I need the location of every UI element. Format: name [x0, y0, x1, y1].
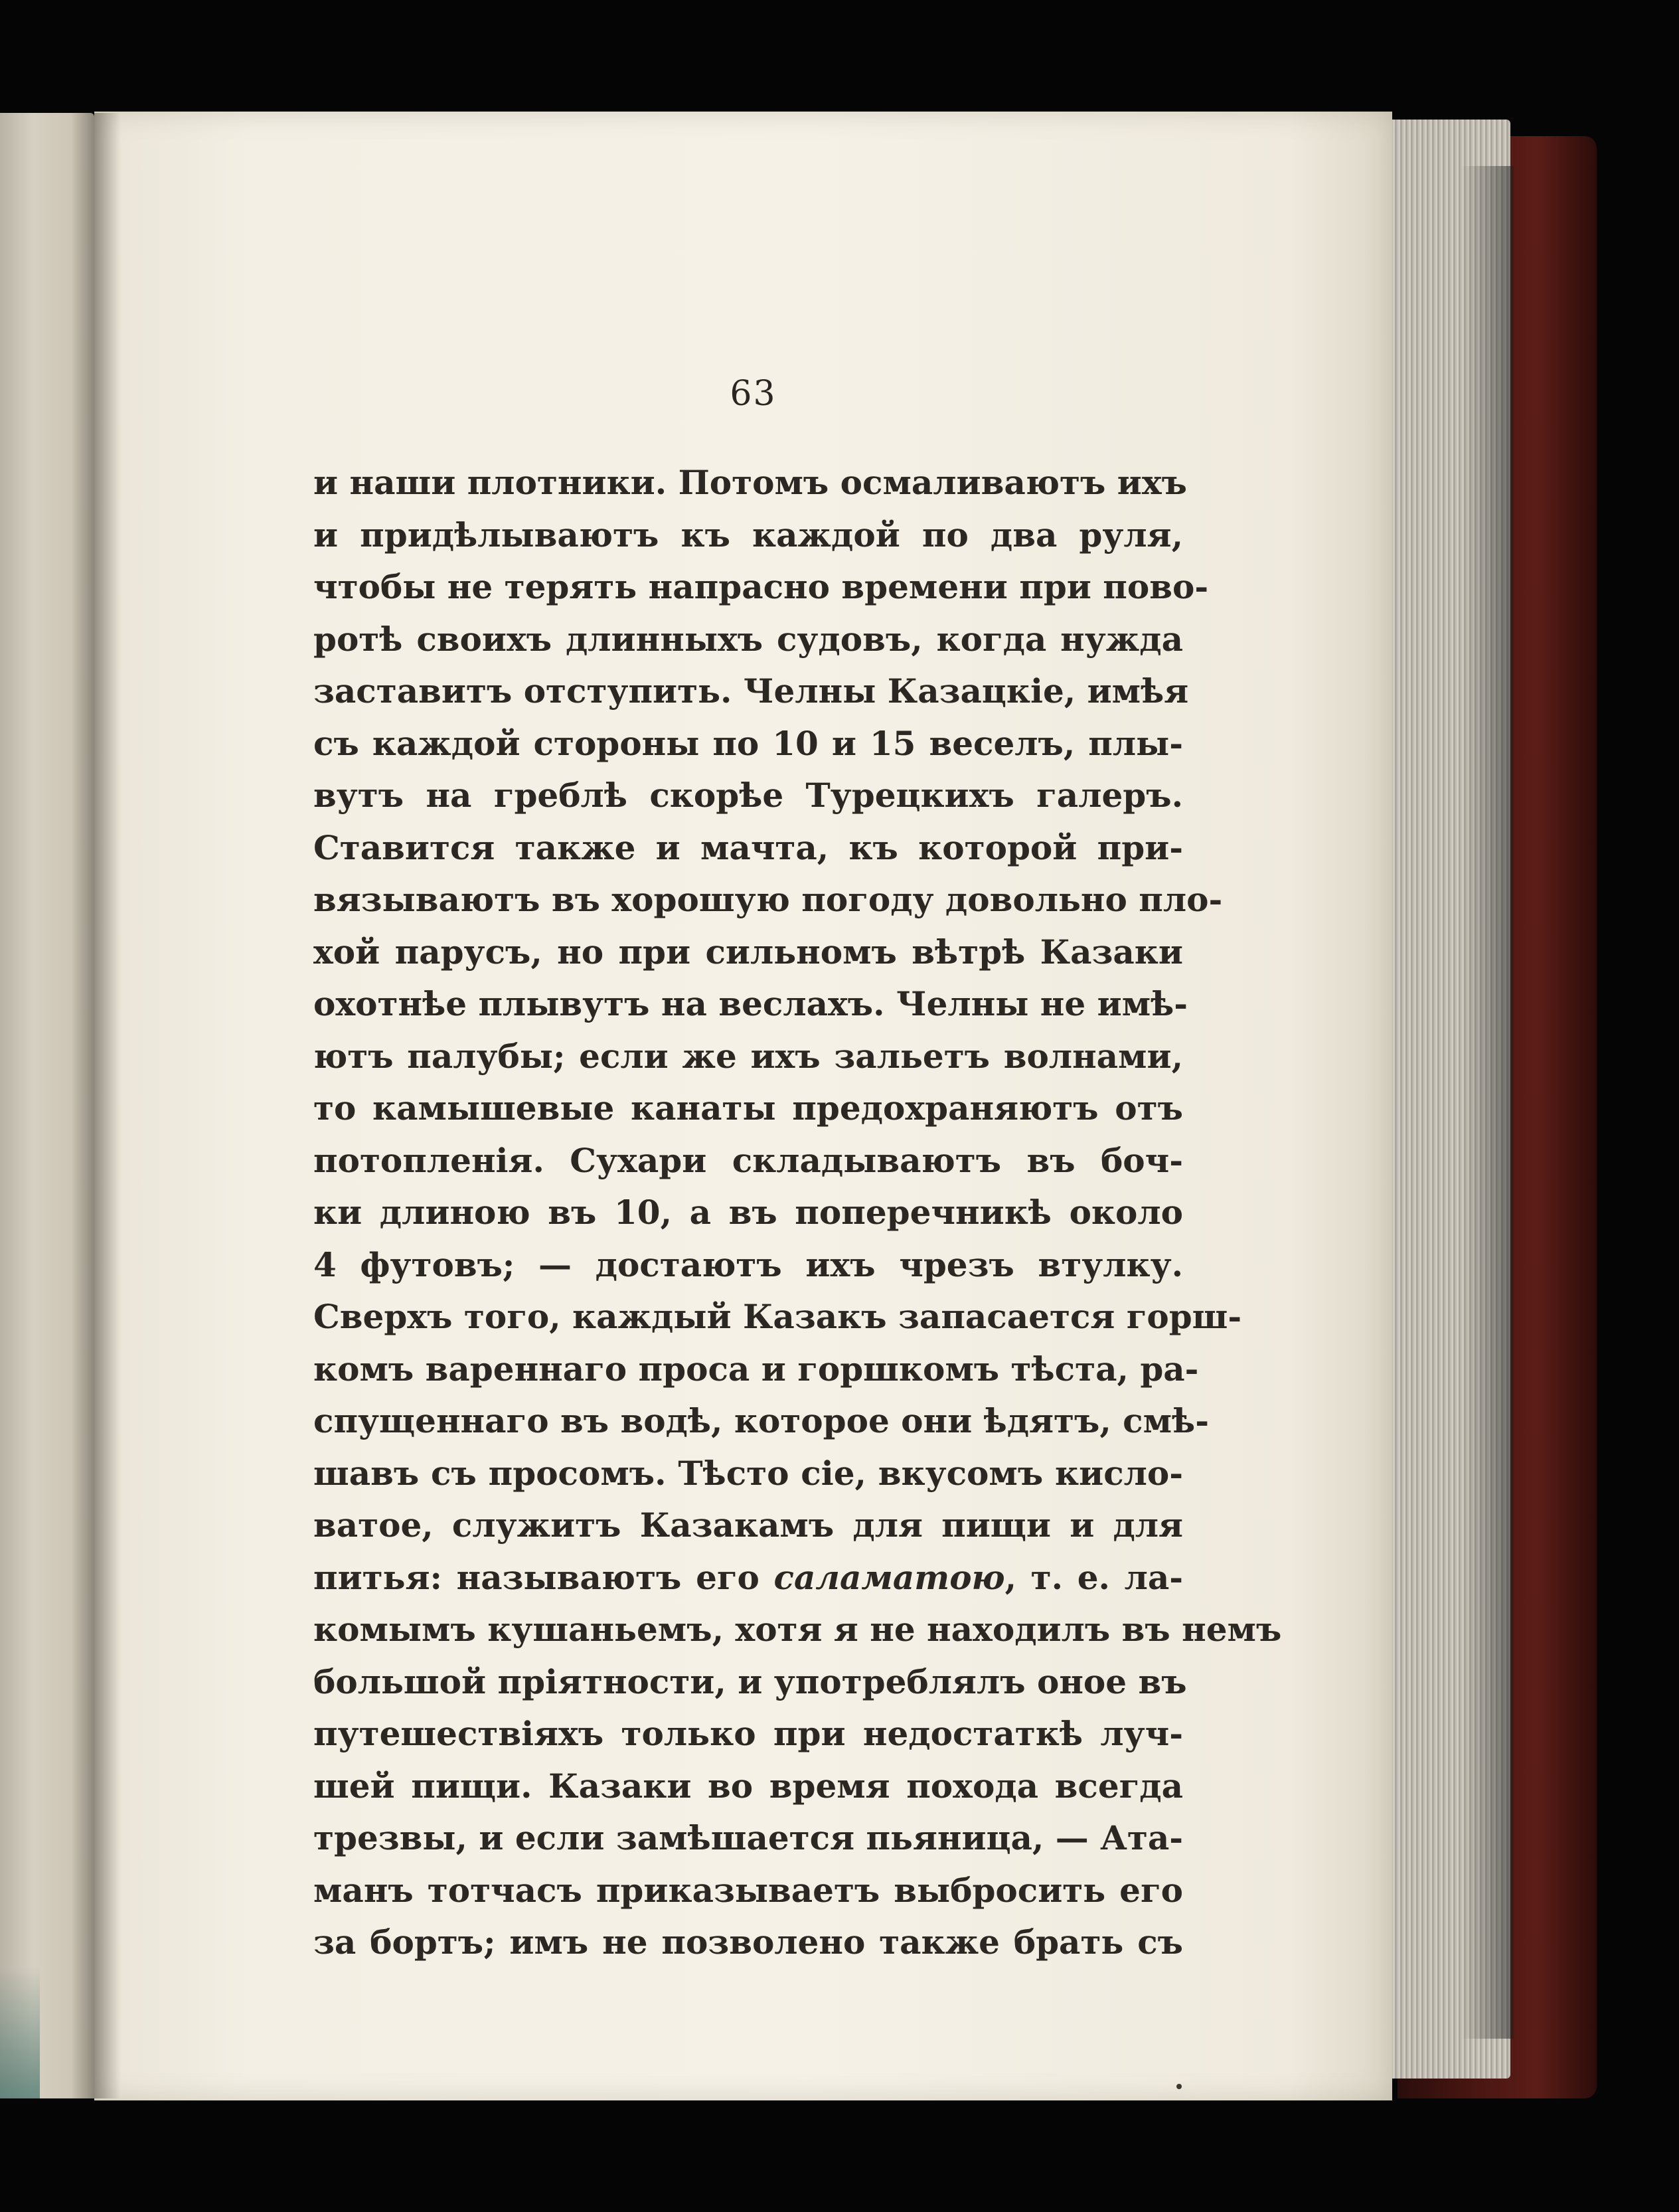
text-line: большой пріятности, и употреблялъ оное въ — [313, 1661, 1187, 1701]
binding-tint — [0, 1966, 40, 2098]
page-number: 63 — [730, 374, 777, 414]
text-line-with-italic — [313, 1552, 1183, 1604]
text-line: и наши плотники. Потомъ осмаливаютъ ихъ — [313, 463, 1188, 502]
text-line: шавъ съ просомъ. Тѣсто сіе, вкусомъ кисло- — [313, 1453, 1183, 1493]
text-line: 4 футовъ; — достаютъ ихъ чрезъ втулку. — [313, 1244, 1183, 1284]
text-line: ротѣ своихъ длинныхъ судовъ, когда нужда — [313, 619, 1183, 659]
previous-page-edge — [0, 113, 94, 2098]
text-line: ки длиною въ 10, а въ поперечникѣ около — [313, 1193, 1183, 1232]
text-line: за бортъ; имъ не позволено также брать съ — [313, 1922, 1183, 1962]
ink-spot — [1176, 2084, 1182, 2089]
text-line: комымъ кушаньемъ, хотя я не находилъ въ немъ — [313, 1610, 1282, 1649]
text-line: хой парусъ, но при сильномъ вѣтрѣ Казаки — [313, 932, 1183, 972]
book-page — [94, 112, 1392, 2100]
page-stack-shadow — [1461, 166, 1514, 2039]
text-line: путешествіяхъ только при недостаткѣ луч- — [313, 1714, 1183, 1753]
text-line: ватое, служитъ Казакамъ для пищи и для — [313, 1505, 1183, 1545]
text-line: шей пищи. Казаки во время похода всегда — [313, 1766, 1183, 1806]
text-line: и придѣлываютъ къ каждой по два руля, — [313, 515, 1183, 554]
spine-shadow — [94, 113, 121, 2098]
text-line: ютъ палубы; если же ихъ зальетъ волнами, — [313, 1036, 1183, 1076]
text-line: Сверхъ того, каждый Казакъ запасается горш- — [313, 1297, 1242, 1336]
text-fragment: питья: называютъ его — [313, 1557, 774, 1597]
text-line: потопленія. Сухари складываютъ въ боч- — [313, 1140, 1183, 1180]
text-line: трезвы, и если замѣшается пьяница, — Ата- — [313, 1818, 1184, 1857]
text-line: вязываютъ въ хорошую погоду довольно пло- — [313, 880, 1223, 919]
text-line: чтобы не терять напрасно времени при пово- — [313, 567, 1209, 606]
text-line: спущеннаго въ водѣ, которое они ѣдятъ, смѣ- — [313, 1401, 1209, 1440]
text-line: заставитъ отступить. Челны Казацкіе, имѣя — [313, 671, 1189, 711]
text-line: комъ вареннаго проса и горшкомъ тѣста, ра- — [313, 1349, 1199, 1389]
text-fragment: , т. е. ла- — [1004, 1557, 1183, 1597]
text-line: Ставится также и мачта, къ которой при- — [313, 827, 1183, 867]
text-line: вутъ на греблѣ скорѣе Турецкихъ галеръ. — [313, 776, 1183, 815]
text-line: съ каждой стороны по 10 и 15 веселъ, плы- — [313, 723, 1183, 763]
text-line: то камышевые канаты предохраняютъ отъ — [313, 1088, 1183, 1128]
text-line: охотнѣе плывутъ на веслахъ. Челны не имѣ- — [313, 984, 1188, 1023]
page-body-text — [313, 457, 1282, 1969]
italic-term: саламатою — [773, 1557, 1005, 1597]
text-line: манъ тотчасъ приказываетъ выбросить его — [313, 1870, 1183, 1910]
